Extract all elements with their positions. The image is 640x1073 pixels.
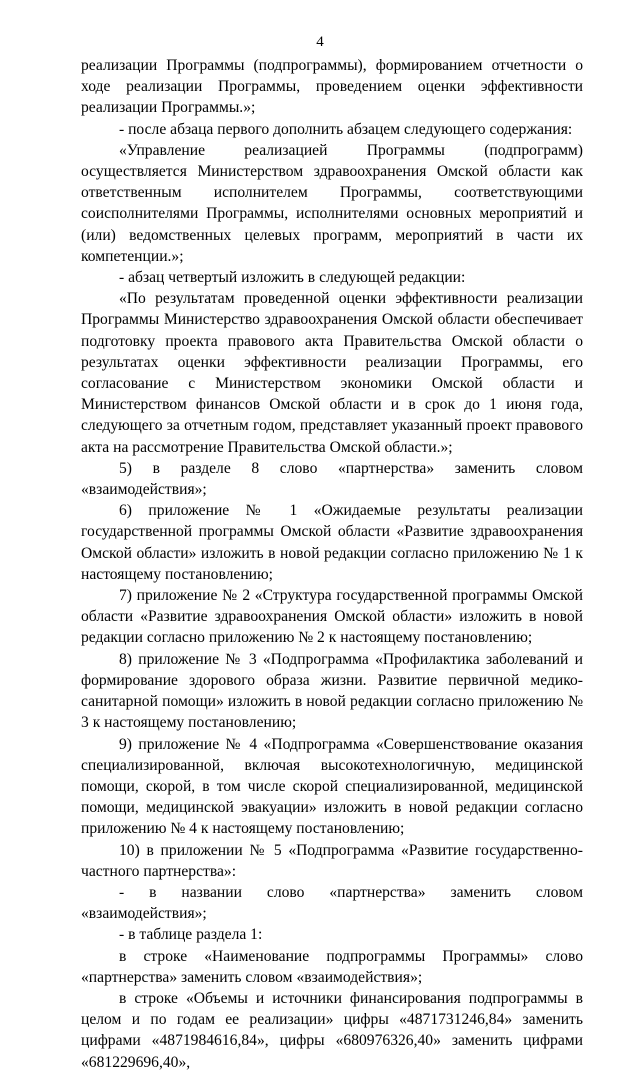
paragraph-item-6: 6) приложение № 1 «Ожидаемые результаты реализации государственной программы Омской области «Развитие здравоохранения Омской области» изложить в новой редакции согласно приложению № 1 к настоящему постановлению; [81,502,583,583]
paragraph-item-5: 5) в разделе 8 слово «партнерства» заменить словом «взаимодействия»; [81,459,583,499]
paragraph-item-9: 9) приложение № 4 «Подпрограмма «Совершенствование оказания специализированной, включая высокотехнологичную, медицинской помощи, скорой, в том числе скорой специализированной, медицинской помощи, медицинской эвакуации» изложить в новой редакции согласно приложению № 4 к настоящему постановлению; [81,735,583,838]
paragraph-instruction-add: - после абзаца первого дополнить абзацем следующего содержания: [119,120,573,138]
paragraph-instruction-fourth: - абзац четвертый изложить в следующей редакции: [119,269,466,287]
paragraph-item-10-title: - в названии слово «партнерства» заменить словом «взаимодействия»; [81,883,583,923]
paragraph-item-10-table: - в таблице раздела 1: [119,926,263,944]
page-number: 4 [316,34,324,50]
document-body [81,55,583,1073]
paragraph-row-funding: в строке «Объемы и источники финансирования подпрограммы в целом и по годам ее реализации» цифры «4871731246,84» заменить цифрами «4871984616,84», цифры «680976326,40» заменить цифрами «681229696,40», [81,989,583,1071]
paragraph-row-name: в строке «Наименование подпрограммы Программы» слово «партнерства» заменить словом «взаимодействия»; [81,947,583,986]
paragraph-continuation: реализации Программы (подпрограммы), формированием отчетности о ходе реализации Программы, проведением оценки эффективности реализации Программы.»; [81,57,583,117]
paragraph-quote-evaluation: «По результатам проведенной оценки эффективности реализации Программы Министерство здравоохранения Омской области обеспечивает подготовку проекта правового акта Правительства Омской области о результатах оценки эффективности реализации Программы, его согласование с Министерством экономики Омской области и Министерством финансов Омской области и в срок до 1 июня года, следующего за отчетным годом, представляет указанный проект правового акта на рассмотрение Правительства Омской области.»; [81,290,583,456]
paragraph-quote-management: «Управление реализацией Программы (подпрограмм) осуществляется Министерством здравоохранения Омской области как ответственным исполнителем Программы, соответствующими соисполнителями Программы, исполнителями основных мероприятий и (или) ведомственных целевых программ, мероприятий в части их компетенции.»; [81,141,583,265]
paragraph-item-7: 7) приложение № 2 «Структура государственной программы Омской области «Развитие здравоохранения Омской области» изложить в новой редакции согласно приложению № 2 к настоящему постановлению; [81,587,583,647]
paragraph-item-10: 10) в приложении № 5 «Подпрограмма «Развитие государственно-частного партнерства»: [81,841,583,880]
paragraph-item-8: 8) приложение № 3 «Подпрограмма «Профилактика заболеваний и формирование здорового образа жизни. Развитие первичной медико-санитарной помощи» изложить в новой редакции согласно приложению № 3 к настоящему постановлению; [81,650,583,732]
